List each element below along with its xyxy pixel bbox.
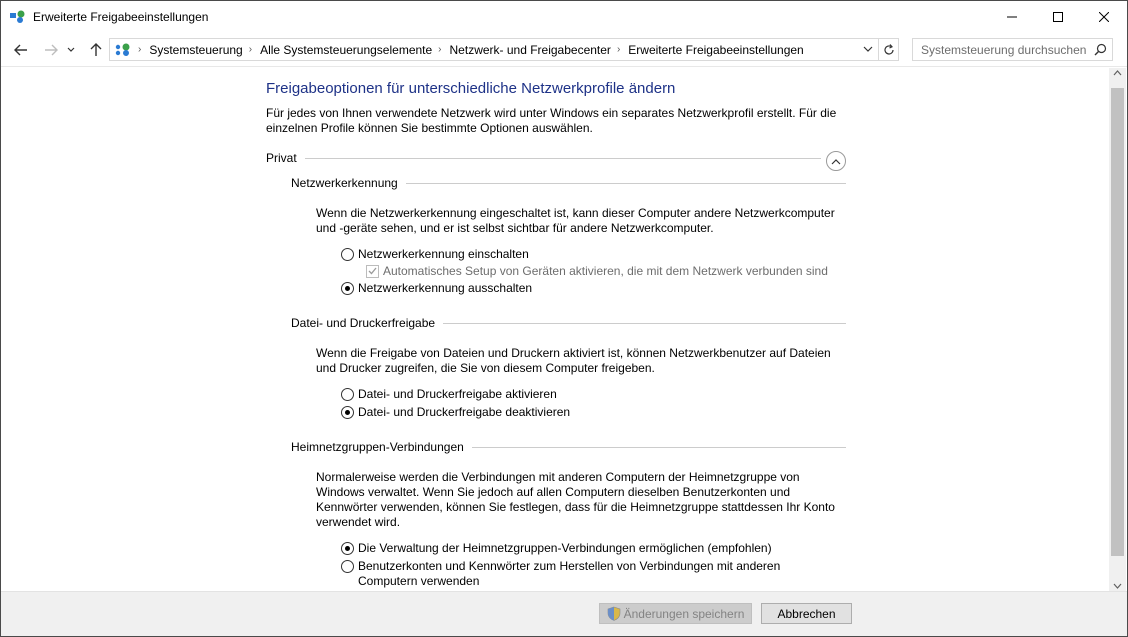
refresh-button[interactable] xyxy=(879,38,899,61)
scrollbar-thumb[interactable] xyxy=(1111,88,1124,556)
settings-content xyxy=(1,68,1109,591)
sharing-off-option[interactable] xyxy=(341,405,570,419)
section-header-homegroup xyxy=(291,440,846,454)
search-box[interactable] xyxy=(912,38,1113,61)
save-label: Änderungen speichern xyxy=(623,606,745,621)
minimize-icon xyxy=(1007,12,1017,22)
option-label: Datei- und Druckerfreigabe deaktivieren xyxy=(358,405,571,419)
breadcrumb-advanced-sharing[interactable]: Erweiterte Freigabeeinstellungen xyxy=(628,42,804,57)
discovery-on-radio[interactable] xyxy=(341,248,354,261)
window-title: Erweiterte Freigabeeinstellungen xyxy=(33,10,209,24)
option-label: Automatisches Setup von Geräten aktivieren, die mit dem Netzwerk verbunden sind xyxy=(383,264,828,278)
homegroup-windows-option[interactable] xyxy=(341,541,772,555)
section-title: Datei- und Druckerfreigabe xyxy=(291,316,436,330)
section-title: Heimnetzgruppen-Verbindungen xyxy=(291,440,464,454)
section-title: Netzwerkerkennung xyxy=(291,176,398,190)
collapse-profile-button[interactable] xyxy=(826,151,846,171)
back-arrow-icon xyxy=(14,44,28,56)
collapse-chevron-icon xyxy=(831,158,841,165)
homegroup-accounts-radio[interactable] xyxy=(341,560,354,573)
search-icon xyxy=(1094,43,1107,56)
option-label: Die Verwaltung der Heimnetzgruppen-Verbindungen ermöglichen (empfohlen) xyxy=(358,541,772,555)
section-header-sharing xyxy=(291,316,846,330)
vertical-scrollbar[interactable] xyxy=(1109,68,1126,591)
breadcrumb-separator: › xyxy=(138,44,142,55)
scroll-down-icon[interactable] xyxy=(1113,583,1122,589)
forward-button[interactable] xyxy=(40,39,62,61)
close-icon xyxy=(1099,12,1109,22)
sharing-on-option[interactable] xyxy=(341,387,557,401)
forward-arrow-icon xyxy=(44,44,58,56)
back-button[interactable] xyxy=(10,39,32,61)
homegroup-windows-radio[interactable] xyxy=(341,542,354,555)
title-bar xyxy=(1,1,1127,33)
section-header-discovery xyxy=(291,176,846,190)
discovery-off-option[interactable] xyxy=(341,281,532,295)
save-changes-button[interactable] xyxy=(599,603,752,624)
option-label: Datei- und Druckerfreigabe aktivieren xyxy=(358,387,557,401)
profile-header-private xyxy=(266,151,821,165)
divider xyxy=(443,323,846,324)
checkmark-icon xyxy=(368,267,377,275)
divider xyxy=(305,158,821,159)
divider xyxy=(406,183,846,184)
address-dropdown-icon[interactable] xyxy=(862,43,874,55)
network-center-icon xyxy=(114,42,132,58)
uac-shield-icon xyxy=(607,606,621,621)
sharing-description: Wenn die Freigabe von Dateien und Druckern aktiviert ist, können Netzwerkbenutzer auf Dateien und Drucker zugreifen, die Sie von diesem Computer freigeben. xyxy=(316,346,831,375)
breadcrumb-all-elements[interactable]: Alle Systemsteuerungselemente xyxy=(260,42,433,57)
recent-locations-button[interactable] xyxy=(64,39,78,61)
scroll-up-icon[interactable] xyxy=(1113,70,1122,76)
breadcrumb-separator: › xyxy=(438,44,442,55)
divider xyxy=(472,447,846,448)
discovery-off-radio[interactable] xyxy=(341,282,354,295)
button-bar xyxy=(1,591,1127,636)
cancel-button[interactable] xyxy=(761,603,852,624)
refresh-icon xyxy=(883,44,895,56)
breadcrumb-systemsteuerung[interactable]: Systemsteuerung xyxy=(149,42,243,57)
breadcrumb-network-center[interactable]: Netzwerk- und Freigabecenter xyxy=(449,42,611,57)
up-button[interactable] xyxy=(85,39,107,61)
discovery-on-option[interactable] xyxy=(341,247,529,261)
maximize-button[interactable] xyxy=(1035,1,1081,33)
maximize-icon xyxy=(1053,12,1063,22)
up-arrow-icon xyxy=(90,43,102,57)
navigation-bar xyxy=(1,33,1127,67)
minimize-button[interactable] xyxy=(989,1,1035,33)
option-label: Netzwerkerkennung ausschalten xyxy=(358,281,533,295)
auto-setup-option[interactable] xyxy=(366,264,828,278)
discovery-description: Wenn die Netzwerkerkennung eingeschaltet ist, kann dieser Computer andere Netzwerkcomputer und -geräte sehen, und er ist selbst sichtbar für andere Netzwerkcomputer. xyxy=(316,206,835,235)
homegroup-description: Normalerweise werden die Verbindungen mit anderen Computern der Heimnetzgruppe von Windows verwaltet. Wenn Sie jedoch auf allen Computern dieselben Benutzerkonten und Kennwörter verwenden, können Sie festlegen, dass für die Heimnetzgruppe stattdessen Ihr Konto verwendet wird. xyxy=(316,470,835,529)
address-bar[interactable] xyxy=(109,38,879,61)
cancel-label: Abbrechen xyxy=(777,606,836,621)
page-title: Freigabeoptionen für unterschiedliche Netzwerkprofile ändern xyxy=(266,80,676,97)
intro-text: Für jedes von Ihnen verwendete Netzwerk wird unter Windows ein separates Netzwerkprofil erstellt. Für die einzelnen Profile können Sie bestimmte Optionen auswählen. xyxy=(266,106,837,135)
sharing-off-radio[interactable] xyxy=(341,406,354,419)
network-center-icon xyxy=(10,10,26,24)
breadcrumb-separator: › xyxy=(248,44,253,55)
breadcrumb-separator: › xyxy=(616,44,621,55)
recent-dropdown-icon xyxy=(67,47,75,53)
profile-label: Privat xyxy=(266,151,297,165)
search-placeholder: Systemsteuerung durchsuchen xyxy=(921,42,1087,57)
option-label: Netzwerkerkennung einschalten xyxy=(358,247,529,261)
close-button[interactable] xyxy=(1081,1,1127,33)
option-label: Benutzerkonten und Kennwörter zum Herstellen von Verbindungen mit anderen Computern verwenden xyxy=(358,559,781,588)
sharing-on-radio[interactable] xyxy=(341,388,354,401)
homegroup-accounts-option[interactable] xyxy=(341,559,801,589)
auto-setup-checkbox[interactable] xyxy=(366,265,379,278)
